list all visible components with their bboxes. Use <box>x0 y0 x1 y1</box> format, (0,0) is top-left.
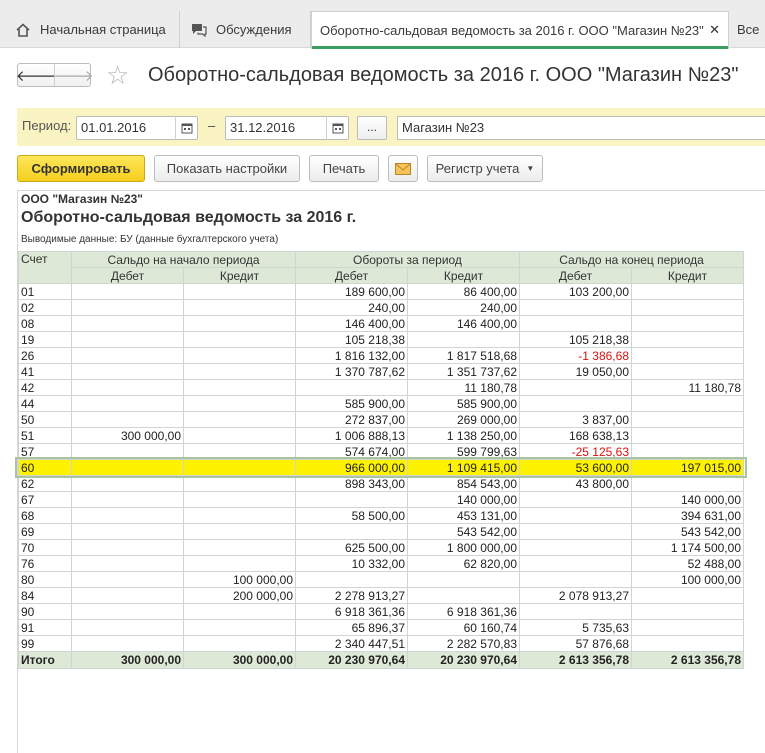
amount-cell <box>296 380 408 396</box>
tab-more[interactable] <box>730 11 765 48</box>
header-turnover: Обороты за период <box>296 252 520 268</box>
header-debit: Дебет <box>296 268 408 284</box>
amount-cell: 140 000,00 <box>408 492 520 508</box>
account-cell: 41 <box>19 364 72 380</box>
amount-cell: 168 638,13 <box>520 428 632 444</box>
amount-cell <box>72 380 184 396</box>
amount-cell <box>184 284 296 300</box>
tab-home-label: Начальная страница <box>40 22 166 37</box>
amount-cell <box>72 348 184 364</box>
amount-cell <box>632 364 744 380</box>
amount-cell <box>184 332 296 348</box>
amount-cell <box>72 620 184 636</box>
account-cell: 69 <box>19 524 72 540</box>
amount-cell <box>296 524 408 540</box>
amount-cell: 585 900,00 <box>296 396 408 412</box>
amount-cell: 100 000,00 <box>184 572 296 588</box>
amount-cell <box>184 348 296 364</box>
amount-cell: 2 340 447,51 <box>296 636 408 652</box>
amount-cell: 2 078 913,27 <box>520 588 632 604</box>
amount-cell <box>184 460 296 476</box>
account-cell: 90 <box>19 604 72 620</box>
header-closing-balance: Сальдо на конец периода <box>520 252 744 268</box>
amount-cell <box>72 396 184 412</box>
table-row[interactable] <box>19 396 744 412</box>
close-icon[interactable]: ✕ <box>709 22 720 37</box>
calendar-icon[interactable] <box>326 116 348 140</box>
header-credit: Кредит <box>184 268 296 284</box>
amount-cell: 1 351 737,62 <box>408 364 520 380</box>
amount-cell <box>72 524 184 540</box>
amount-cell: 240,00 <box>296 300 408 316</box>
table-row[interactable] <box>19 524 744 540</box>
amount-cell: 189 600,00 <box>296 284 408 300</box>
total-row[interactable] <box>19 652 744 669</box>
amount-cell <box>632 412 744 428</box>
amount-cell <box>72 412 184 428</box>
amount-cell: 1 109 415,00 <box>408 460 520 476</box>
amount-cell: 11 180,78 <box>632 380 744 396</box>
amount-cell <box>632 636 744 652</box>
amount-cell <box>632 300 744 316</box>
amount-cell: 574 674,00 <box>296 444 408 460</box>
tab-discussions[interactable] <box>181 11 311 48</box>
account-cell: 91 <box>19 620 72 636</box>
header-opening-balance: Сальдо на начало периода <box>72 252 296 268</box>
amount-cell <box>184 396 296 412</box>
account-cell: 02 <box>19 300 72 316</box>
header-debit: Дебет <box>72 268 184 284</box>
amount-cell: 3 837,00 <box>520 412 632 428</box>
amount-cell <box>72 332 184 348</box>
total-cell: Итого <box>19 652 72 669</box>
register-label: Регистр учета <box>435 161 520 176</box>
table-row[interactable] <box>19 476 744 492</box>
amount-cell <box>632 444 744 460</box>
chat-icon <box>191 23 207 37</box>
amount-cell <box>184 364 296 380</box>
amount-cell <box>184 380 296 396</box>
account-cell: 70 <box>19 540 72 556</box>
account-cell: 50 <box>19 412 72 428</box>
amount-cell <box>72 604 184 620</box>
amount-cell <box>632 428 744 444</box>
amount-cell <box>520 300 632 316</box>
amount-cell <box>72 460 184 476</box>
table-row[interactable] <box>19 348 744 364</box>
tab-more-label: Все <box>737 22 760 37</box>
tab-bar <box>0 0 765 48</box>
amount-cell: 105 218,38 <box>520 332 632 348</box>
table-row[interactable] <box>19 364 744 380</box>
amount-cell: 300 000,00 <box>72 428 184 444</box>
amount-cell <box>408 572 520 588</box>
amount-cell <box>184 428 296 444</box>
amount-cell <box>72 572 184 588</box>
amount-cell <box>520 556 632 572</box>
amount-cell: 52 488,00 <box>632 556 744 572</box>
table-row[interactable] <box>19 428 744 444</box>
amount-cell: 1 370 787,62 <box>296 364 408 380</box>
table-row[interactable] <box>19 300 744 316</box>
period-from-field[interactable] <box>76 116 198 140</box>
amount-cell <box>72 284 184 300</box>
header-debit: Дебет <box>520 268 632 284</box>
amount-cell: 1 816 132,00 <box>296 348 408 364</box>
amount-cell <box>72 540 184 556</box>
amount-cell: 197 015,00 <box>632 460 744 476</box>
page-title: Оборотно-сальдовая ведомость за 2016 г. ООО "Магазин №23" <box>148 64 739 86</box>
dropdown-arrow-icon: ▼ <box>526 164 535 173</box>
amount-cell: 105 218,38 <box>296 332 408 348</box>
amount-cell: 146 400,00 <box>408 316 520 332</box>
table-row[interactable] <box>19 412 744 428</box>
amount-cell: 394 631,00 <box>632 508 744 524</box>
tab-report[interactable] <box>311 11 729 49</box>
account-cell: 80 <box>19 572 72 588</box>
favorite-star-icon[interactable]: ☆ <box>106 60 130 90</box>
table-row[interactable] <box>19 284 744 300</box>
amount-cell: 240,00 <box>408 300 520 316</box>
amount-cell: 146 400,00 <box>296 316 408 332</box>
amount-cell: 65 896,37 <box>296 620 408 636</box>
period-from-value: 01.01.2016 <box>81 120 147 135</box>
amount-cell <box>520 492 632 508</box>
forward-arrow-icon[interactable]: 🡒 <box>53 67 94 85</box>
amount-cell: 10 332,00 <box>296 556 408 572</box>
tab-discussions-label: Обсуждения <box>216 22 292 37</box>
table-row[interactable] <box>19 508 744 524</box>
table-row[interactable] <box>19 316 744 332</box>
tab-report-label: Оборотно-сальдовая ведомость за 2016 г. ООО "Магазин №23" <box>320 23 704 38</box>
period-dash: – <box>208 118 216 133</box>
amount-cell <box>184 412 296 428</box>
table-row[interactable] <box>19 460 744 476</box>
email-button[interactable] <box>388 155 418 182</box>
amount-cell <box>632 396 744 412</box>
amount-cell: 58 500,00 <box>296 508 408 524</box>
amount-cell <box>72 492 184 508</box>
history-nav <box>15 63 94 87</box>
amount-cell: 100 000,00 <box>632 572 744 588</box>
amount-cell <box>184 508 296 524</box>
amount-cell: 200 000,00 <box>184 588 296 604</box>
amount-cell <box>632 604 744 620</box>
turnover-balance-table <box>18 251 744 669</box>
amount-cell: 6 918 361,36 <box>296 604 408 620</box>
total-cell: 2 613 356,78 <box>520 652 632 669</box>
amount-cell <box>184 300 296 316</box>
account-cell: 26 <box>19 348 72 364</box>
amount-cell <box>296 572 408 588</box>
amount-cell: 585 900,00 <box>408 396 520 412</box>
amount-cell <box>520 540 632 556</box>
calendar-icon[interactable] <box>175 116 197 140</box>
amount-cell: -25 125,63 <box>520 444 632 460</box>
back-arrow-icon[interactable]: 🡐 <box>18 64 55 86</box>
amount-cell <box>520 380 632 396</box>
organization-value: Магазин №23 <box>402 120 485 135</box>
amount-cell <box>520 572 632 588</box>
account-cell: 44 <box>19 396 72 412</box>
amount-cell: 1 138 250,00 <box>408 428 520 444</box>
amount-cell: 11 180,78 <box>408 380 520 396</box>
account-cell: 01 <box>19 284 72 300</box>
organization-field[interactable] <box>397 116 765 140</box>
period-to-field[interactable] <box>225 116 349 140</box>
amount-cell <box>632 316 744 332</box>
amount-cell: 57 876,68 <box>520 636 632 652</box>
show-settings-button[interactable] <box>154 155 300 182</box>
account-cell: 51 <box>19 428 72 444</box>
total-cell: 300 000,00 <box>184 652 296 669</box>
total-cell: 20 230 970,64 <box>296 652 408 669</box>
amount-cell <box>520 316 632 332</box>
table-row[interactable] <box>19 380 744 396</box>
print-button[interactable] <box>309 155 379 182</box>
account-cell: 84 <box>19 588 72 604</box>
amount-cell <box>520 604 632 620</box>
table-row[interactable] <box>19 444 744 460</box>
table-row[interactable] <box>19 604 744 620</box>
active-tab-indicator <box>312 46 728 49</box>
amount-cell: 103 200,00 <box>520 284 632 300</box>
amount-cell <box>184 604 296 620</box>
amount-cell <box>296 492 408 508</box>
amount-cell: 1 800 000,00 <box>408 540 520 556</box>
amount-cell: 1 817 518,68 <box>408 348 520 364</box>
amount-cell: 86 400,00 <box>408 284 520 300</box>
amount-cell <box>72 476 184 492</box>
amount-cell <box>72 508 184 524</box>
amount-cell <box>632 348 744 364</box>
generate-button[interactable] <box>17 155 145 182</box>
account-cell: 60 <box>19 460 72 476</box>
amount-cell: 19 050,00 <box>520 364 632 380</box>
account-cell: 68 <box>19 508 72 524</box>
account-cell: 62 <box>19 476 72 492</box>
amount-cell: 2 278 913,27 <box>296 588 408 604</box>
period-label: Период: <box>22 118 72 133</box>
tab-home[interactable] <box>0 11 180 48</box>
amount-cell: 62 820,00 <box>408 556 520 572</box>
amount-cell: 543 542,00 <box>408 524 520 540</box>
account-cell: 19 <box>19 332 72 348</box>
amount-cell <box>408 588 520 604</box>
amount-cell: 599 799,63 <box>408 444 520 460</box>
amount-cell <box>184 540 296 556</box>
amount-cell: 272 837,00 <box>296 412 408 428</box>
generate-button-label: Сформировать <box>31 161 131 176</box>
header-credit: Кредит <box>408 268 520 284</box>
show-settings-label: Показать настройки <box>166 161 288 176</box>
amount-cell <box>632 620 744 636</box>
table-row[interactable] <box>19 636 744 652</box>
table-row[interactable] <box>19 540 744 556</box>
amount-cell: 60 160,74 <box>408 620 520 636</box>
amount-cell <box>72 588 184 604</box>
table-row[interactable] <box>19 556 744 572</box>
amount-cell <box>184 556 296 572</box>
report-organization: ООО "Магазин №23" <box>21 192 143 206</box>
amount-cell: 140 000,00 <box>632 492 744 508</box>
amount-cell: 53 600,00 <box>520 460 632 476</box>
amount-cell <box>72 300 184 316</box>
amount-cell <box>184 636 296 652</box>
header-credit: Кредит <box>632 268 744 284</box>
account-cell: 99 <box>19 636 72 652</box>
table-row[interactable] <box>19 588 744 604</box>
amount-cell <box>72 636 184 652</box>
amount-cell <box>184 476 296 492</box>
amount-cell <box>184 524 296 540</box>
amount-cell <box>72 556 184 572</box>
account-cell: 42 <box>19 380 72 396</box>
amount-cell <box>184 316 296 332</box>
header-account: Счет <box>19 252 72 284</box>
period-select-button[interactable]: ... <box>357 116 387 140</box>
amount-cell <box>632 476 744 492</box>
amount-cell <box>184 492 296 508</box>
amount-cell: 2 282 570,83 <box>408 636 520 652</box>
amount-cell: 854 543,00 <box>408 476 520 492</box>
total-cell: 2 613 356,78 <box>632 652 744 669</box>
table-row[interactable] <box>19 332 744 348</box>
amount-cell: 6 918 361,36 <box>408 604 520 620</box>
report-subtitle: Выводимые данные: БУ (данные бухгалтерского учета) <box>21 234 279 245</box>
home-icon <box>15 23 31 37</box>
amount-cell <box>520 508 632 524</box>
table-row[interactable] <box>19 572 744 588</box>
amount-cell: 543 542,00 <box>632 524 744 540</box>
amount-cell <box>72 444 184 460</box>
amount-cell <box>632 332 744 348</box>
amount-cell <box>520 396 632 412</box>
amount-cell <box>72 316 184 332</box>
amount-cell <box>184 444 296 460</box>
amount-cell: 898 343,00 <box>296 476 408 492</box>
period-to-value: 31.12.2016 <box>230 120 296 135</box>
amount-cell <box>408 332 520 348</box>
account-cell: 76 <box>19 556 72 572</box>
account-cell: 67 <box>19 492 72 508</box>
amount-cell: -1 386,68 <box>520 348 632 364</box>
amount-cell <box>520 524 632 540</box>
account-cell: 57 <box>19 444 72 460</box>
amount-cell: 453 131,00 <box>408 508 520 524</box>
account-cell: 08 <box>19 316 72 332</box>
report-title: Оборотно-сальдовая ведомость за 2016 г. <box>21 209 357 226</box>
amount-cell <box>184 620 296 636</box>
amount-cell: 1 174 500,00 <box>632 540 744 556</box>
amount-cell: 5 735,63 <box>520 620 632 636</box>
total-cell: 20 230 970,64 <box>408 652 520 669</box>
amount-cell <box>632 284 744 300</box>
envelope-icon <box>395 163 411 175</box>
amount-cell: 625 500,00 <box>296 540 408 556</box>
table-row[interactable] <box>19 492 744 508</box>
register-dropdown[interactable] <box>427 155 543 182</box>
amount-cell <box>632 588 744 604</box>
amount-cell: 966 000,00 <box>296 460 408 476</box>
amount-cell: 1 006 888,13 <box>296 428 408 444</box>
table-row[interactable] <box>19 620 744 636</box>
total-cell: 300 000,00 <box>72 652 184 669</box>
amount-cell: 269 000,00 <box>408 412 520 428</box>
amount-cell <box>72 364 184 380</box>
print-label: Печать <box>322 161 366 176</box>
amount-cell: 43 800,00 <box>520 476 632 492</box>
